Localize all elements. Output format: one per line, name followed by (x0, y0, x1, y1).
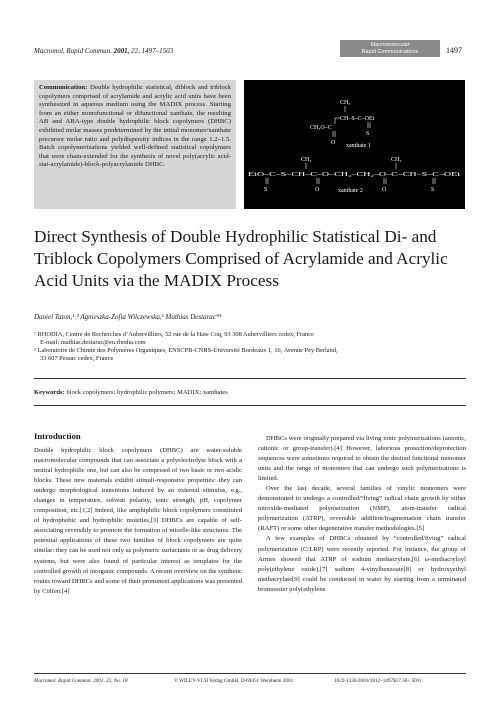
keywords (34, 389, 228, 396)
left-column (34, 446, 242, 597)
footer-rule (34, 673, 466, 674)
affiliation-email: E-mail: mathias.destarac@eu.rhodia.com (40, 339, 146, 346)
badge-line-2: Rapid Communications (361, 49, 419, 55)
right-column (258, 434, 466, 595)
page-number: 1497 (446, 46, 462, 55)
keywords-text: block copolymers; hydrophilic polymers; MADIX; xanthates (66, 389, 228, 396)
intro-paragraph-2: DHBCs were originally prepared via living ionic polymerizations (anionic, cationic or group-transfer).[4] However, laborious protection/deprotection sequences were sometimes required to obtain the desired functional monomer units and the range of monomers that can undergo such polymerizations is limited. (258, 435, 466, 483)
abstract (39, 84, 231, 170)
x2-o1: O (315, 187, 320, 193)
authors: Daniel Taton,¹˒² Agnieszka-Zofia Wilczewska,¹ Mathias Destarac*¹ (34, 313, 222, 321)
affiliation-1: ¹ RHODIA, Centre de Recherches d’Aubervilliers, 52 rue de la Haie Coq, 93 308 Aubervilliers cedex, France (34, 331, 314, 338)
badge-line-1: Macromolecular (370, 42, 410, 48)
x2-ch3-b: CH₃ (391, 157, 402, 163)
x1-chain: CH–S–C–OEt (340, 116, 375, 122)
journal-year: 2001, (113, 47, 130, 55)
journal-name: Macromol. Rapid Commun. (34, 47, 112, 55)
intro-paragraph-3: Over the last decade, several families of vinylic monomers were demonstrated to undergo a controlled/“living” radical chain growth by either nitroxide-mediated polymerization (NMP), atom-transfer radical polymerization (ATRP), reversible addition/fragmentation chain transfer (RAFT) or some other degenerative transfer methodologies.[5] (258, 485, 466, 533)
rule-top (34, 378, 466, 379)
xanthate-scheme (244, 80, 465, 209)
keywords-label: Keywords: (34, 389, 65, 396)
intro-paragraph-4: A few examples of DHBCs obtained by “controlled/living” radical polymerization (C/LRP) were recently reported. For instance, the group of Armes showed that ATRP of sodium methacrylate,[6] ω-methacryloyl poly(ethylene oxide),[7] sodium 4-vinylbenzoate[8] or hydroxyethyl methacrylate[9] could be conducted in water by starting from a terminated bromoester poly(ethylene (258, 535, 466, 593)
abstract-label: Communication: (39, 84, 88, 91)
intro-paragraph-1: Double hydrophilic block copolymers (DHBC) are water-soluble macromolecular compounds that can associate a polyelectrolyte block with a neutral hydrophilic one, but can also be comprised of two basic or two acidic blocks. These new materials exhibit stimuli-responsive properties: they can undergo morphological transitions induced by an external stimulus, e.g., changes in temperature, solvent polarity, ionic strength, pH, copolymer composition, etc.[1,2] Indeed, like amphiphilic block copolymers constituted of hydrophobic and hydrophilic moieties,[3] DHBCs are capable of self-associating reversibly to promote the formation of micelle-like structures. The potential applications of these two families of block copolymers are quite similar: they can be used not only as polymeric surfactants or as drug delivery systems, but were also found of particular interest as templates for the controlled growth of inorganic compounds. A recent overview on the synthetic routes toward DHBCs and some of their prominent applications was presented by Cölfen.[4] (34, 447, 242, 595)
footer-copyright: © WILEY-VCH Verlag GmbH, D-69451 Weinheim 2001 (174, 678, 294, 684)
rule-bottom (34, 405, 466, 406)
x1-ester: CH₃O–C (310, 125, 332, 131)
footer-citation: Macromol. Rapid Commun. 2001, 22, No. 18 (34, 678, 128, 684)
x2-s1: S (264, 187, 268, 193)
article-title: Direct Synthesis of Double Hydrophilic Statistical Di- and Triblock Copolymers Comprised of Acrylamide and Acrylic Acid Units via the MADIX Process (34, 227, 448, 290)
affiliation-2: ² Laboratoire de Chimie des Polymères Organiques, ENSCPB-CNRS-Université Bordeaux 1, 16, Avenue Pey Berland, (34, 347, 338, 354)
xanthate-2-label: xanthate 2 (338, 188, 363, 194)
x1-ch3: CH₃ (340, 100, 351, 106)
footer-issn: 1022-1336/2001/1812–1497$17.50+.50/0 (334, 678, 421, 684)
x1-o: O (331, 140, 336, 146)
x2-o2: O (382, 187, 387, 193)
x1-s: S (366, 131, 370, 137)
x2-chain: EtO–C–S–CH–C–O–CH₂–CH₂–O–C–CH–S–C–OEt (248, 172, 461, 178)
xanthate-1-label: xanthate 1 (346, 143, 371, 149)
journal-citation (34, 47, 173, 55)
affiliation-2-cont: 33 607 Pessac cedex, France (40, 355, 114, 362)
journal-badge (340, 40, 440, 57)
abstract-text: Double hydrophilic statistical, diblock and triblock copolymers comprised of acrylamide and acrylic acid units have been synthesized in aqueous medium using the MADIX process. Starting from an either monofunctional or difunctional xanthate, the resulting AB and ABA-type double hydrophilic block copolymers (DHBC) exhibited molar masses predetermined by the initial monomer/xanthate precursor molar ratio and polydispersity indices in the range 1.2–1.5. Batch copolymerizations yielded well-defined statistical copolymers that were chain-extended for the synthesis of novel poly(acrylic acid-stat-acrylamide)-block-polyacrylamide DHBC. (39, 84, 232, 169)
section-heading: Introduction (34, 431, 81, 441)
x2-s2: S (431, 187, 435, 193)
volume-pages: 22, 1497–1503 (131, 47, 174, 55)
x2-ch3-a: CH₃ (301, 157, 312, 163)
